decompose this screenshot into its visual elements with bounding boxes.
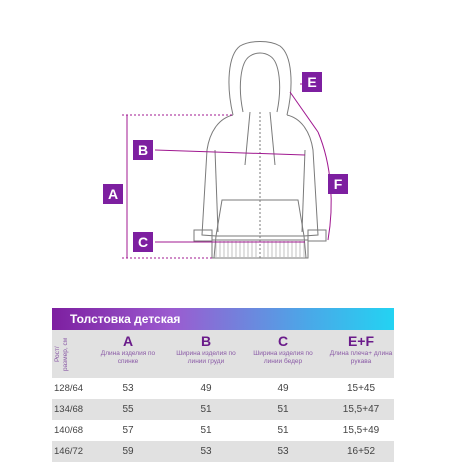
- label-c: [133, 232, 153, 252]
- column-c: C Ширина изделия по линии бедер: [253, 333, 313, 365]
- label-f: [328, 174, 348, 194]
- label-b: [133, 140, 153, 160]
- svg-text:C: C: [137, 234, 149, 250]
- svg-text:A: A: [107, 186, 119, 202]
- column-ef: E+F Длина плеча+ длина рукава: [329, 333, 393, 365]
- table-header: [52, 330, 394, 378]
- table-row: 146/72 59 53 53 16+52: [52, 441, 394, 462]
- table-row: 134/68 55 51 51 15,5+47: [52, 399, 394, 420]
- svg-text:B: B: [137, 142, 149, 158]
- measurement-guides: [122, 84, 331, 258]
- label-a: [103, 184, 123, 204]
- label-e: [302, 72, 322, 92]
- size-table: [52, 308, 394, 462]
- table-row: 140/68 57 51 51 15,5+49: [54, 425, 380, 436]
- column-a: A Длина изделия по спинке: [100, 333, 156, 365]
- column-b: B Ширина изделия по линии груди: [176, 333, 236, 365]
- table-title: Толстовка детская: [52, 308, 394, 330]
- size-column-header: Рост/ размер, см: [54, 337, 69, 371]
- svg-text:E: E: [307, 74, 317, 90]
- svg-text:F: F: [333, 176, 343, 192]
- table-row: 128/64 53 49 49 15+45: [54, 383, 376, 394]
